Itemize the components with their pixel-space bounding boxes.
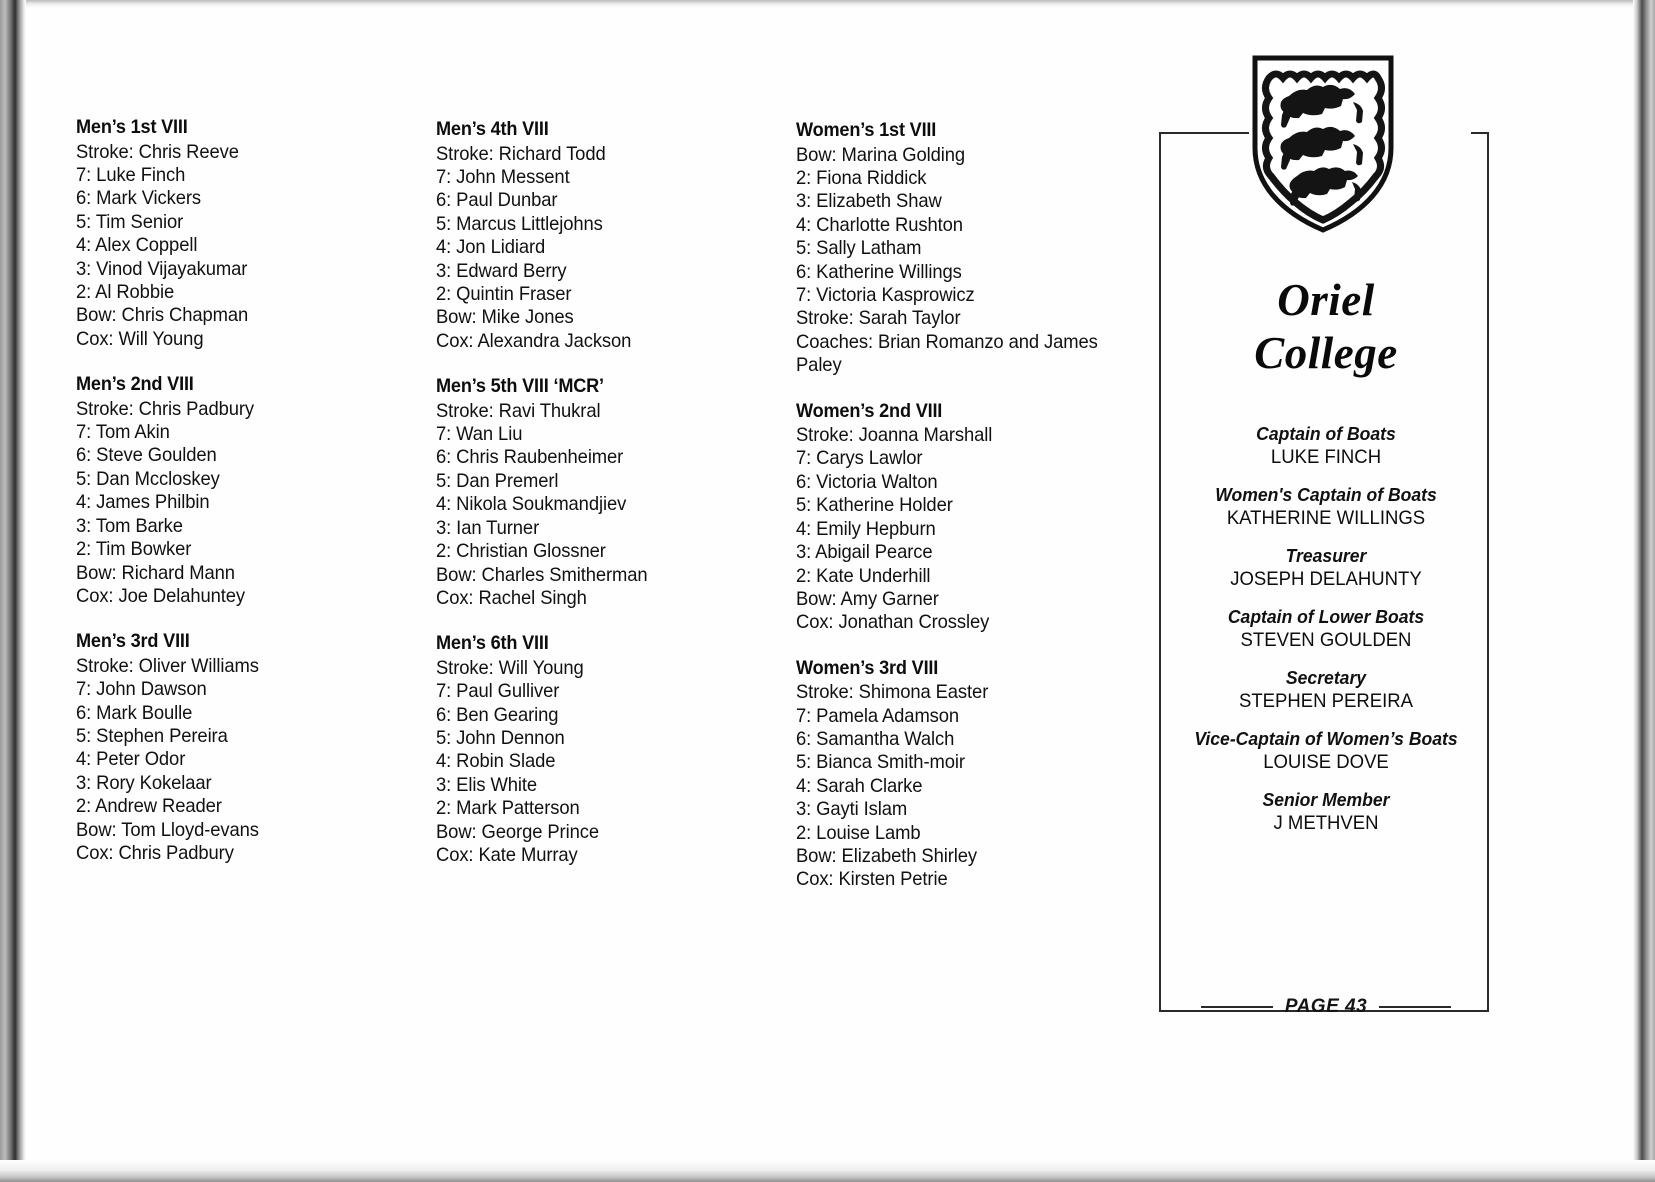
crew-member-line: 2: Andrew Reader <box>76 795 222 818</box>
crew-title: Women’s 2nd VIII <box>796 399 943 422</box>
crew-member-line: Stroke: Chris Reeve <box>76 140 239 163</box>
officer-title: Captain of Lower Boats <box>1227 606 1425 627</box>
college-panel <box>1131 46 1521 1026</box>
crew-member-line: 2: Christian Glossner <box>436 540 606 563</box>
officer-title: Vice-Captain of Women’s Boats <box>1194 728 1458 749</box>
college-name-line-1: Oriel <box>1277 275 1375 325</box>
crew-member-line: 5: Stephen Pereira <box>76 725 228 748</box>
officer-entry <box>1151 483 1501 530</box>
crew-block <box>796 657 1136 892</box>
crew-block <box>436 375 781 610</box>
crew-member-line: 4: James Philbin <box>76 491 210 514</box>
scan-edge-top <box>0 0 1655 8</box>
crew-member-line: 3: Elizabeth Shaw <box>796 190 942 213</box>
crew-member-line: Cox: Rachel Singh <box>436 586 587 609</box>
crew-column-3 <box>796 119 1136 892</box>
crew-member-line: 6: Victoria Walton <box>796 470 938 493</box>
officer-title: Captain of Boats <box>1256 423 1396 444</box>
crew-member-line: 2: Fiona Riddick <box>796 166 927 189</box>
crew-member-line: 3: Abigail Pearce <box>796 541 933 564</box>
crew-member-line: 3: Rory Kokelaar <box>76 771 212 794</box>
crew-member-line: Cox: Joe Delahuntey <box>76 584 246 607</box>
crew-member-line: 6: Katherine Willings <box>796 260 962 283</box>
officer-entry <box>1151 788 1501 835</box>
crew-member-line: 7: John Dawson <box>76 678 207 701</box>
crew-member-line: Stroke: Sarah Taylor <box>796 307 961 330</box>
officer-entry <box>1151 544 1501 591</box>
crew-block <box>796 400 1136 635</box>
crew-member-line: Bow: Elizabeth Shirley <box>796 845 977 868</box>
crew-member-line: 7: Luke Finch <box>76 163 186 186</box>
officer-entry <box>1151 422 1501 469</box>
crew-member-line: 7: Paul Gulliver <box>436 680 560 703</box>
crew-column-2 <box>436 118 781 867</box>
crew-member-line: 7: Wan Liu <box>436 423 523 446</box>
footer-rule-right <box>1379 1006 1451 1008</box>
panel-border-top-right <box>1471 132 1489 134</box>
crew-coaches-line: Coaches: Brian Romanzo and James Paley <box>796 330 1098 377</box>
crew-member-line: Bow: Tom Lloyd-evans <box>76 818 259 841</box>
crew-column-1 <box>76 116 416 865</box>
crew-member-line: 3: Ian Turner <box>436 516 540 539</box>
crew-member-line: 3: Vinod Vijayakumar <box>76 257 248 280</box>
crew-member-line: Cox: Kate Murray <box>436 844 578 867</box>
crew-member-line: Cox: Kirsten Petrie <box>796 868 948 891</box>
crew-title: Men’s 1st VIII <box>76 116 188 138</box>
crew-member-line: 2: Kate Underhill <box>796 564 931 587</box>
scan-edge-bottom <box>0 1160 1655 1182</box>
crew-member-line: Bow: Mike Jones <box>436 306 574 329</box>
crew-member-line: 6: Mark Boulle <box>76 701 193 724</box>
crew-member-line: 6: Steve Goulden <box>76 444 217 467</box>
crew-member-line: 7: John Messent <box>436 165 570 188</box>
crew-member-line: 2: Al Robbie <box>76 280 175 303</box>
crew-member-line: 4: Alex Coppell <box>76 234 198 257</box>
college-name <box>1131 274 1521 380</box>
page-number: PAGE 43 <box>1284 996 1368 1017</box>
crew-member-line: Bow: Chris Chapman <box>76 304 249 327</box>
crew-block <box>76 373 416 608</box>
crew-member-line: 6: Chris Raubenheimer <box>436 446 624 469</box>
crew-member-line: 5: Katherine Holder <box>796 494 953 517</box>
officer-title: Senior Member <box>1262 789 1390 810</box>
crew-member-line: Cox: Chris Padbury <box>76 842 234 865</box>
crew-member-line: Stroke: Will Young <box>436 656 584 679</box>
panel-border-top-left <box>1159 132 1249 134</box>
crew-member-line: 4: Robin Slade <box>436 750 556 773</box>
crew-member-line: 5: Tim Senior <box>76 210 184 233</box>
crew-title: Women’s 3rd VIII <box>796 656 939 679</box>
officer-title: Secretary <box>1285 667 1367 688</box>
crew-title: Men’s 5th VIII ‘MCR’ <box>436 375 604 398</box>
crew-member-line: Cox: Jonathan Crossley <box>796 611 990 634</box>
officer-name: J METHVEN <box>1273 812 1379 834</box>
crew-block <box>796 119 1136 378</box>
crew-block <box>436 118 781 353</box>
crew-member-line: 5: John Dennon <box>436 727 565 750</box>
crew-member-line: Cox: Alexandra Jackson <box>436 329 632 352</box>
crew-member-line: Bow: George Prince <box>436 820 599 843</box>
crew-member-line: 5: Dan Mccloskey <box>76 467 220 490</box>
crew-member-line: 4: Charlotte Rushton <box>796 213 963 236</box>
crew-member-line: 3: Gayti Islam <box>796 798 908 821</box>
officer-title: Treasurer <box>1285 545 1367 566</box>
officer-name: STEVEN GOULDEN <box>1240 629 1412 651</box>
crew-member-line: Stroke: Shimona Easter <box>796 681 989 704</box>
crew-title: Men’s 2nd VIII <box>76 373 194 396</box>
crew-member-line: Stroke: Chris Padbury <box>76 397 255 420</box>
crew-member-line: 6: Mark Vickers <box>76 187 202 210</box>
crew-member-line: Cox: Will Young <box>76 327 204 350</box>
officer-entry <box>1151 605 1501 652</box>
crew-member-line: 2: Mark Patterson <box>436 797 580 820</box>
crew-member-line: 7: Victoria Kasprowicz <box>796 283 975 306</box>
page-footer <box>1151 996 1501 1018</box>
crew-member-line: 5: Dan Premerl <box>436 469 559 492</box>
crew-member-line: 4: Jon Lidiard <box>436 236 546 259</box>
crew-member-line: 5: Sally Latham <box>796 237 922 260</box>
crew-member-line: Stroke: Ravi Thukral <box>436 399 601 422</box>
crew-title: Men’s 4th VIII <box>436 118 549 140</box>
scan-edge-left-binding <box>0 0 26 1182</box>
officer-entry <box>1151 727 1501 774</box>
crew-member-line: 4: Peter Odor <box>76 748 186 771</box>
crew-member-line: 3: Edward Berry <box>436 259 567 282</box>
footer-rule-left <box>1201 1006 1273 1008</box>
crew-title: Men’s 6th VIII <box>436 632 549 655</box>
crew-member-line: 7: Tom Akin <box>76 421 170 444</box>
crew-member-line: 3: Elis White <box>436 773 538 796</box>
officer-name: LUKE FINCH <box>1270 446 1382 468</box>
crew-member-line: 6: Paul Dunbar <box>436 189 558 212</box>
crew-member-line: 3: Tom Barke <box>76 514 183 537</box>
officer-name: JOSEPH DELAHUNTY <box>1230 568 1422 590</box>
crew-member-line: Bow: Marina Golding <box>796 143 965 166</box>
crew-title: Women’s 1st VIII <box>796 119 937 141</box>
crew-member-line: 4: Sarah Clarke <box>796 774 923 797</box>
officer-title: Women's Captain of Boats <box>1215 484 1437 505</box>
crew-member-line: 7: Carys Lawlor <box>796 447 923 470</box>
crew-title: Men’s 3rd VIII <box>76 630 190 653</box>
officer-name: STEPHEN PEREIRA <box>1239 690 1413 712</box>
crew-member-line: Bow: Amy Garner <box>796 587 939 610</box>
crew-member-line: 4: Nikola Soukmandjiev <box>436 493 627 516</box>
scan-edge-right <box>1633 0 1655 1182</box>
officer-name: LOUISE DOVE <box>1263 751 1389 773</box>
crew-member-line: 4: Emily Hepburn <box>796 517 936 540</box>
officers-list <box>1151 422 1501 835</box>
officer-name: KATHERINE WILLINGS <box>1226 507 1426 529</box>
crew-member-line: Bow: Charles Smitherman <box>436 563 648 586</box>
crew-member-line: 2: Louise Lamb <box>796 821 921 844</box>
crew-member-line: 6: Samantha Walch <box>796 728 955 751</box>
crew-block <box>436 632 781 867</box>
crew-member-line: Stroke: Richard Todd <box>436 142 606 165</box>
crew-block <box>76 116 416 351</box>
crew-member-line: 5: Bianca Smith-moir <box>796 751 965 774</box>
crew-member-line: 2: Tim Bowker <box>76 538 192 561</box>
crew-member-line: 6: Ben Gearing <box>436 703 559 726</box>
crew-member-line: 7: Pamela Adamson <box>796 704 960 727</box>
officer-entry <box>1151 666 1501 713</box>
crew-member-line: Stroke: Oliver Williams <box>76 654 259 677</box>
crew-member-line: 2: Quintin Fraser <box>436 282 572 305</box>
crew-block <box>76 630 416 865</box>
college-name-line-2: College <box>1254 328 1398 378</box>
page-content <box>26 8 1633 1160</box>
crew-member-line: Stroke: Joanna Marshall <box>796 424 993 447</box>
crew-member-line: Bow: Richard Mann <box>76 561 235 584</box>
crew-member-line: 5: Marcus Littlejohns <box>436 212 603 235</box>
college-crest-icon <box>1249 52 1397 234</box>
